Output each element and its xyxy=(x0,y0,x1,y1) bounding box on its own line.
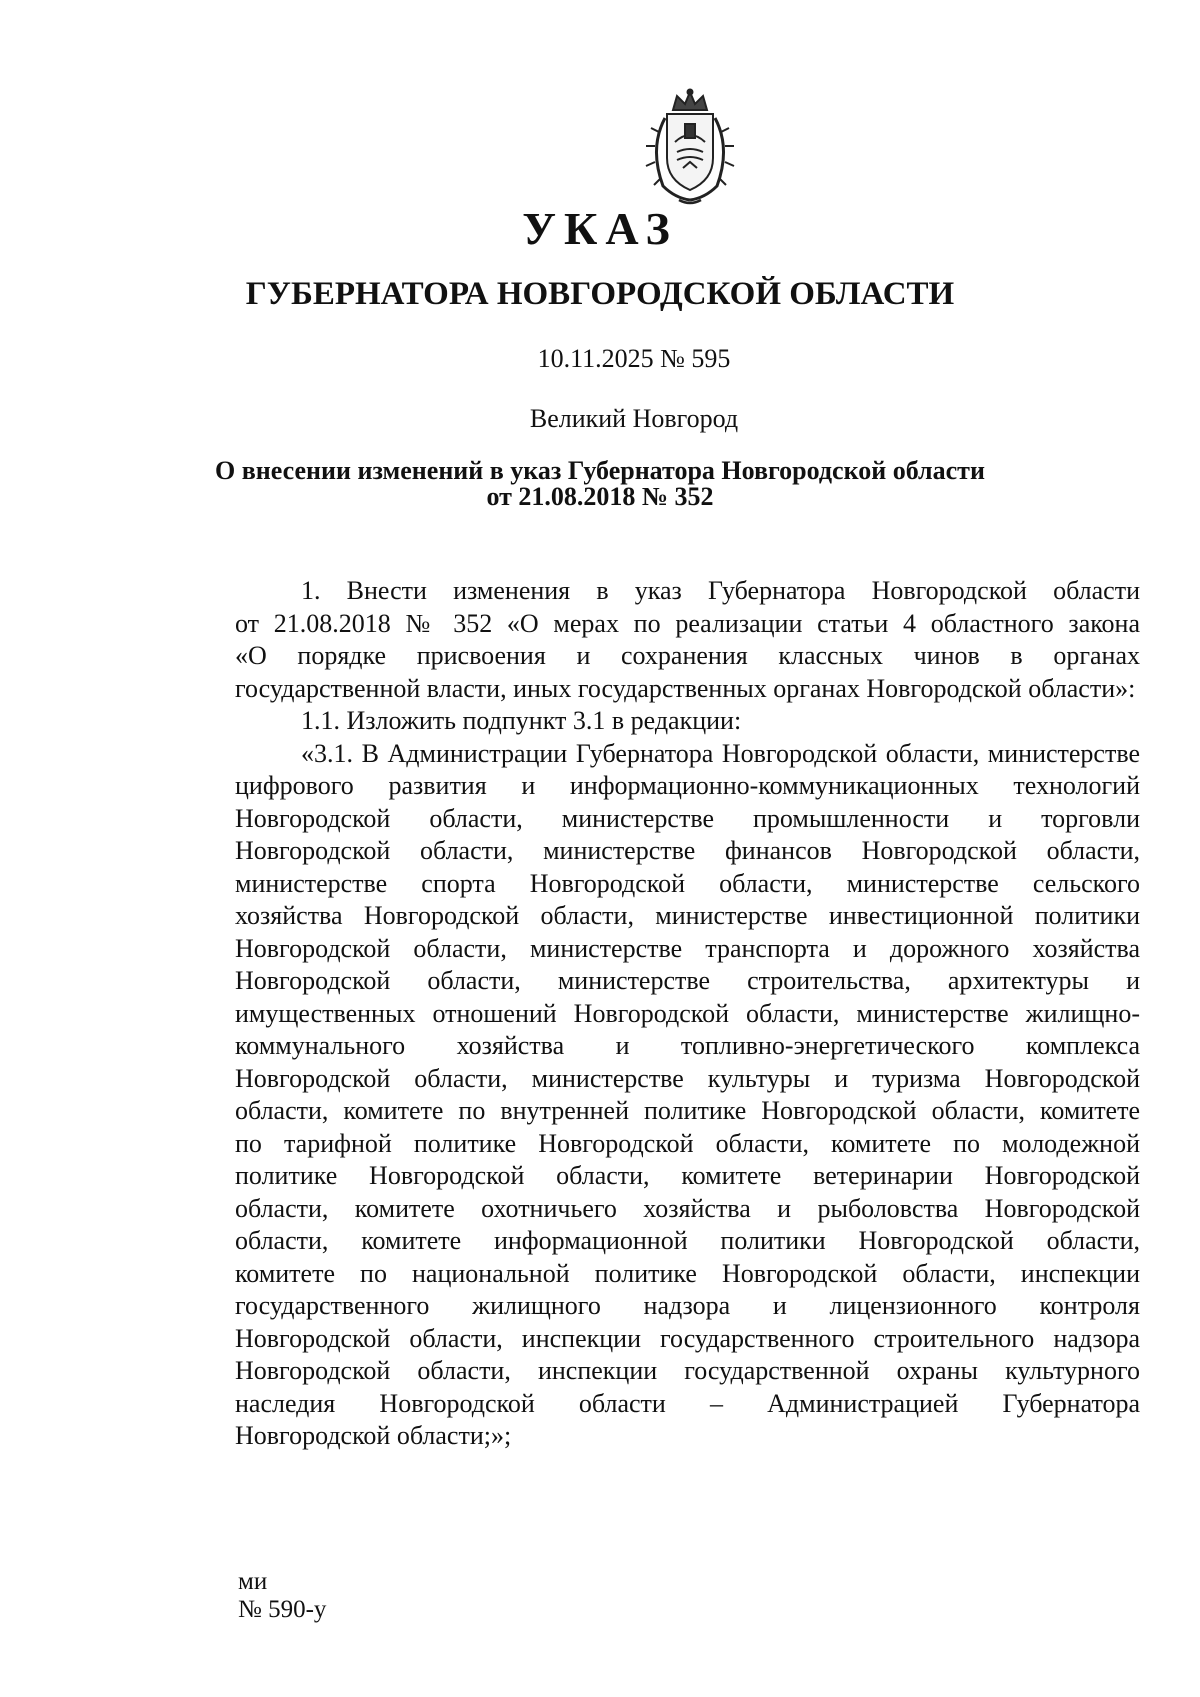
body-line: Новгородской области, инспекции государственного строительного надзора xyxy=(235,1323,1140,1353)
document-title: УКАЗ xyxy=(522,203,678,254)
date-and-number: 10.11.2025 № 595 xyxy=(537,344,731,373)
body-line: Новгородской области;»; xyxy=(235,1421,512,1450)
document-subtitle: ГУБЕРНАТОРА НОВГОРОДСКОЙ ОБЛАСТИ xyxy=(245,276,955,312)
body-line: политике Новгородской области, комитете ветеринарии Новгородской xyxy=(235,1161,1140,1190)
body-line: «О порядке присвоения и сохранения классных чинов в органах xyxy=(235,641,1140,670)
body-line: комитете по национальной политике Новгородской области, инспекции xyxy=(235,1258,1140,1288)
body-line: цифрового развития и информационно-коммуникационных технологий xyxy=(235,771,1140,800)
body-line: Новгородской области, инспекции государственной охраны культурного xyxy=(235,1356,1140,1385)
body-line: Новгородской области, министерстве транспорта и дорожного хозяйства xyxy=(235,933,1140,963)
body-line: 1.1. Изложить подпункт 3.1 в редакции: xyxy=(301,706,742,735)
body-line: министерстве спорта Новгородской области, министерстве сельского xyxy=(235,868,1140,898)
body-line: Новгородской области, министерстве промышленности и торговли xyxy=(235,803,1140,833)
body-line: государственной власти, иных государственных органах Новгородской области»: xyxy=(235,673,1136,703)
body-line: области, комитете информационной политики Новгородской области, xyxy=(235,1226,1140,1255)
body-line: наследия Новгородской области – Администрацией Губернатора xyxy=(235,1388,1140,1418)
coat-of-arms-icon xyxy=(635,88,745,208)
body-line: Новгородской области, министерстве строительства, архитектуры и xyxy=(235,966,1140,995)
body-line: государственного жилищного надзора и лицензионного контроля xyxy=(235,1291,1140,1320)
body-line: области, комитете по внутренней политике Новгородской области, комитете xyxy=(235,1096,1140,1125)
footer-initials: ми xyxy=(238,1568,268,1595)
footer-registration xyxy=(238,1568,326,1624)
body-line: Новгородской области, министерстве культуры и туризма Новгородской xyxy=(235,1063,1140,1093)
body-line: «3.1. В Администрации Губернатора Новгородской области, министерстве xyxy=(301,738,1140,768)
body-line: коммунального хозяйства и топливно-энергетического комплекса xyxy=(235,1031,1140,1060)
body-line: по тарифной политике Новгородской области, комитете по молодежной xyxy=(235,1128,1140,1158)
heading-line: О внесении изменений в указ Губернатора Новгородской области xyxy=(215,456,985,485)
heading-line: от 21.08.2018 № 352 xyxy=(486,482,714,511)
body-line: имущественных отношений Новгородской области, министерстве жилищно- xyxy=(235,998,1140,1028)
document-heading xyxy=(0,458,1200,510)
city-name: Великий Новгород xyxy=(529,404,739,433)
body-line: хозяйства Новгородской области, министерстве инвестиционной политики xyxy=(235,901,1140,930)
body-line: Новгородской области, министерстве финансов Новгородской области, xyxy=(235,836,1140,865)
body-line: 1. Внести изменения в указ Губернатора Новгородской области xyxy=(301,576,1140,605)
body-line: области, комитете охотничьего хозяйства и рыболовства Новгородской xyxy=(235,1193,1140,1223)
body-line: от 21.08.2018 № 352 «О мерах по реализации статьи 4 областного закона xyxy=(235,608,1140,638)
footer-number: № 590-у xyxy=(238,1596,327,1623)
document-body xyxy=(235,575,1140,1453)
